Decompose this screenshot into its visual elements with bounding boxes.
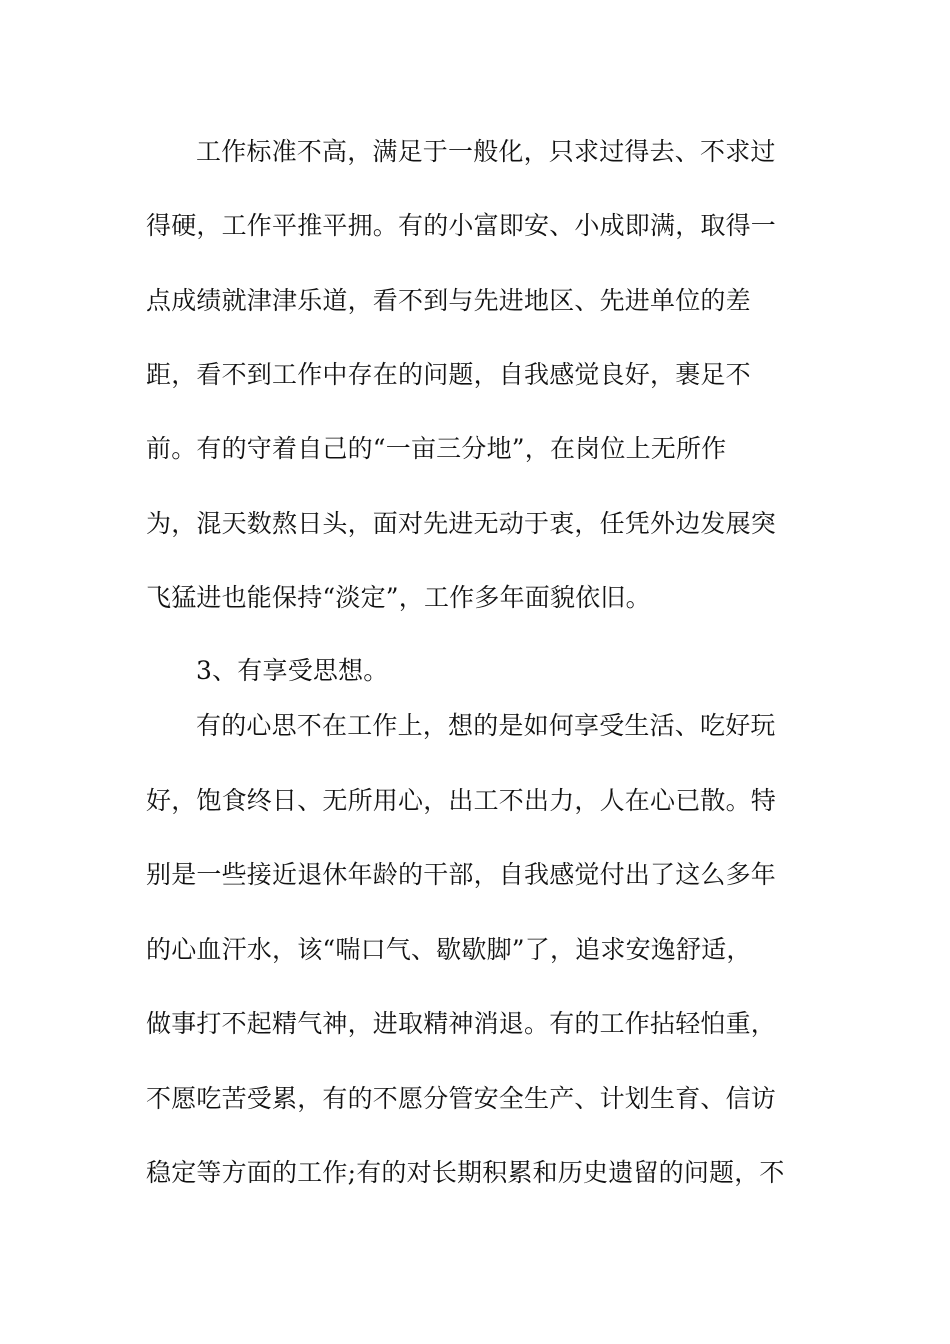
paragraph-line-13: 做事打不起精气神，进取精神消退。有的工作拈轻怕重，: [146, 1009, 777, 1038]
paragraph-line-9: 有的心思不在工作上，想的是如何享受生活、吃好玩: [196, 711, 776, 740]
section-heading: 3、有享受思想。: [196, 656, 389, 685]
paragraph-line-1: 工作标准不高，满足于一般化，只求过得去、不求过: [196, 137, 776, 166]
paragraph-line-6: 为，混天数熬日头，面对先进无动于衷，任凭外边发展突: [146, 509, 777, 538]
paragraph-line-12: 的心血汗水，该“喘口气、歇歇脚”了，追求安逸舒适，: [146, 935, 752, 964]
paragraph-line-4: 距，看不到工作中存在的问题，自我感觉良好，裹足不: [146, 360, 751, 389]
paragraph-line-14: 不愿吃苦受累，有的不愿分管安全生产、计划生育、信访: [146, 1084, 777, 1113]
paragraph-line-10: 好，饱食终日、无所用心，出工不出力，人在心已散。特: [146, 786, 777, 815]
paragraph-line-7: 飞猛进也能保持“淡定”，工作多年面貌依旧。: [146, 583, 651, 612]
paragraph-line-2: 得硬，工作平推平拥。有的小富即安、小成即满，取得一: [146, 211, 777, 240]
paragraph-line-11: 别是一些接近退休年龄的干部，自我感觉付出了这么多年: [146, 860, 777, 889]
paragraph-line-5: 前。有的守着自己的“一亩三分地”，在岗位上无所作: [146, 434, 727, 463]
paragraph-line-15: 稳定等方面的工作;有的对长期积累和历史遗留的问题，不: [146, 1158, 785, 1187]
paragraph-line-3: 点成绩就津津乐道，看不到与先进地区、先进单位的差: [146, 286, 751, 315]
